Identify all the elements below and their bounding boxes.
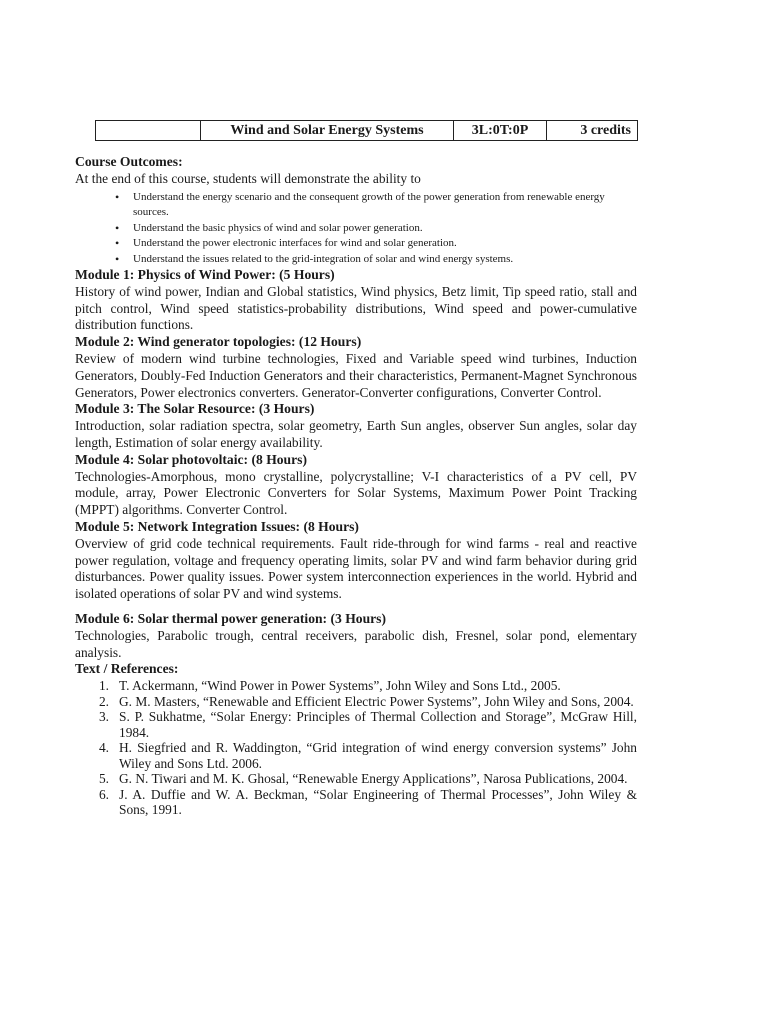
reference-item bbox=[75, 787, 637, 818]
reference-item bbox=[75, 694, 637, 710]
module-body: Overview of grid code technical requirements. Fault ride-through for wind farms - real and reactive power regulation, voltage and frequency operating limits, solar PV and wind farm behavior during grid disturbances. Power quality issues. Power system interconnection experiences in the world. Hybrid and isolated operations of solar PV and wind systems. bbox=[75, 535, 637, 602]
outcome-item: • Understand the energy scenario and the consequent growth of the power generation from renewable energy sources. bbox=[115, 190, 637, 221]
module-heading: Module 6: Solar thermal power generation: (3 Hours) bbox=[75, 611, 386, 627]
module-heading: Module 4: Solar photovoltaic: (8 Hours) bbox=[75, 451, 307, 467]
reference-number: 3. bbox=[98, 709, 109, 725]
reference-number: 6. bbox=[98, 786, 109, 802]
course-header-row bbox=[96, 121, 638, 141]
module-body: Technologies-Amorphous, mono crystalline, polycrystalline; V-I characteristics of a PV cell, PV module, array, Power Electronic Converters for Solar Systems, Maximum Power Point Tracking (MPPT) algorithms. Converter Control. bbox=[75, 468, 637, 518]
module-6 bbox=[75, 611, 637, 661]
course-header-table bbox=[95, 120, 638, 141]
module-5 bbox=[75, 519, 637, 603]
module-heading: Module 2: Wind generator topologies: (12 Hours) bbox=[75, 334, 362, 350]
references-list bbox=[75, 678, 637, 818]
course-credits-cell: 3 credits bbox=[547, 121, 638, 141]
module-3 bbox=[75, 401, 637, 451]
outcome-item: • Understand the power electronic interfaces for wind and solar generation. bbox=[115, 236, 637, 252]
references-heading: Text / References: bbox=[75, 661, 179, 677]
course-ltp-cell: 3L:0T:0P bbox=[454, 121, 547, 141]
module-1 bbox=[75, 267, 637, 334]
module-4 bbox=[75, 452, 637, 519]
reference-text: T. Ackermann, “Wind Power in Power Systems”, John Wiley and Sons Ltd., 2005. bbox=[119, 678, 561, 694]
module-body: Technologies, Parabolic trough, central receivers, parabolic dish, Fresnel, solar pond, elementary analysis. bbox=[75, 627, 637, 660]
module-body: Introduction, solar radiation spectra, solar geometry, Earth Sun angles, observer Sun angles, solar day length, Estimation of solar energy availability. bbox=[75, 418, 637, 451]
module-2 bbox=[75, 334, 637, 401]
reference-text: S. P. Sukhatme, “Solar Energy: Principles of Thermal Collection and Storage”, McGraw Hill, 1984. bbox=[119, 709, 637, 740]
reference-text: H. Siegfried and R. Waddington, “Grid integration of wind energy conversion systems” John Wiley and Sons Ltd. 2006. bbox=[119, 740, 637, 771]
reference-number: 1. bbox=[98, 678, 109, 694]
syllabus-content bbox=[75, 120, 637, 818]
module-body: History of wind power, Indian and Global statistics, Wind physics, Betz limit, Tip speed ratio, stall and pitch control, Wind speed statistics-probability distributions, Wind speed and power-cumulative distribution functions. bbox=[75, 283, 637, 333]
outcome-item: • Understand the basic physics of wind and solar power generation. bbox=[115, 221, 637, 237]
module-heading: Module 3: The Solar Resource: (3 Hours) bbox=[75, 401, 315, 417]
outcomes-intro: At the end of this course, students will demonstrate the ability to bbox=[75, 170, 421, 186]
outcomes-heading: Course Outcomes: bbox=[75, 154, 183, 169]
reference-number: 4. bbox=[98, 740, 109, 756]
course-code-cell bbox=[96, 121, 201, 141]
reference-number: 2. bbox=[98, 693, 109, 709]
reference-text: G. N. Tiwari and M. K. Ghosal, “Renewable Energy Applications”, Narosa Publications, 2004. bbox=[119, 771, 628, 787]
module-body: Review of modern wind turbine technologies, Fixed and Variable speed wind turbines, Induction Generators, Doubly-Fed Induction Generators and their characteristics, Permanent-Magnet Synchronous Generators, Power electronics converters. Generator-Converter configurations, Converter Control. bbox=[75, 351, 637, 400]
reference-item bbox=[75, 709, 637, 740]
reference-text: G. M. Masters, “Renewable and Efficient Electric Power Systems”, John Wiley and Sons, 2004. bbox=[119, 693, 634, 709]
outcomes-list bbox=[75, 190, 637, 268]
reference-item bbox=[75, 740, 637, 771]
module-heading: Module 1: Physics of Wind Power: (5 Hours) bbox=[75, 267, 335, 283]
module-heading: Module 5: Network Integration Issues: (8 Hours) bbox=[75, 519, 359, 535]
reference-number: 5. bbox=[98, 771, 109, 787]
course-title-cell: Wind and Solar Energy Systems bbox=[201, 121, 454, 141]
reference-text: J. A. Duffie and W. A. Beckman, “Solar Engineering of Thermal Processes”, John Wiley & Sons, 1991. bbox=[119, 786, 637, 818]
reference-item bbox=[75, 771, 637, 787]
outcome-item: • Understand the issues related to the grid-integration of solar and wind energy systems. bbox=[115, 252, 637, 268]
reference-item bbox=[75, 678, 637, 694]
